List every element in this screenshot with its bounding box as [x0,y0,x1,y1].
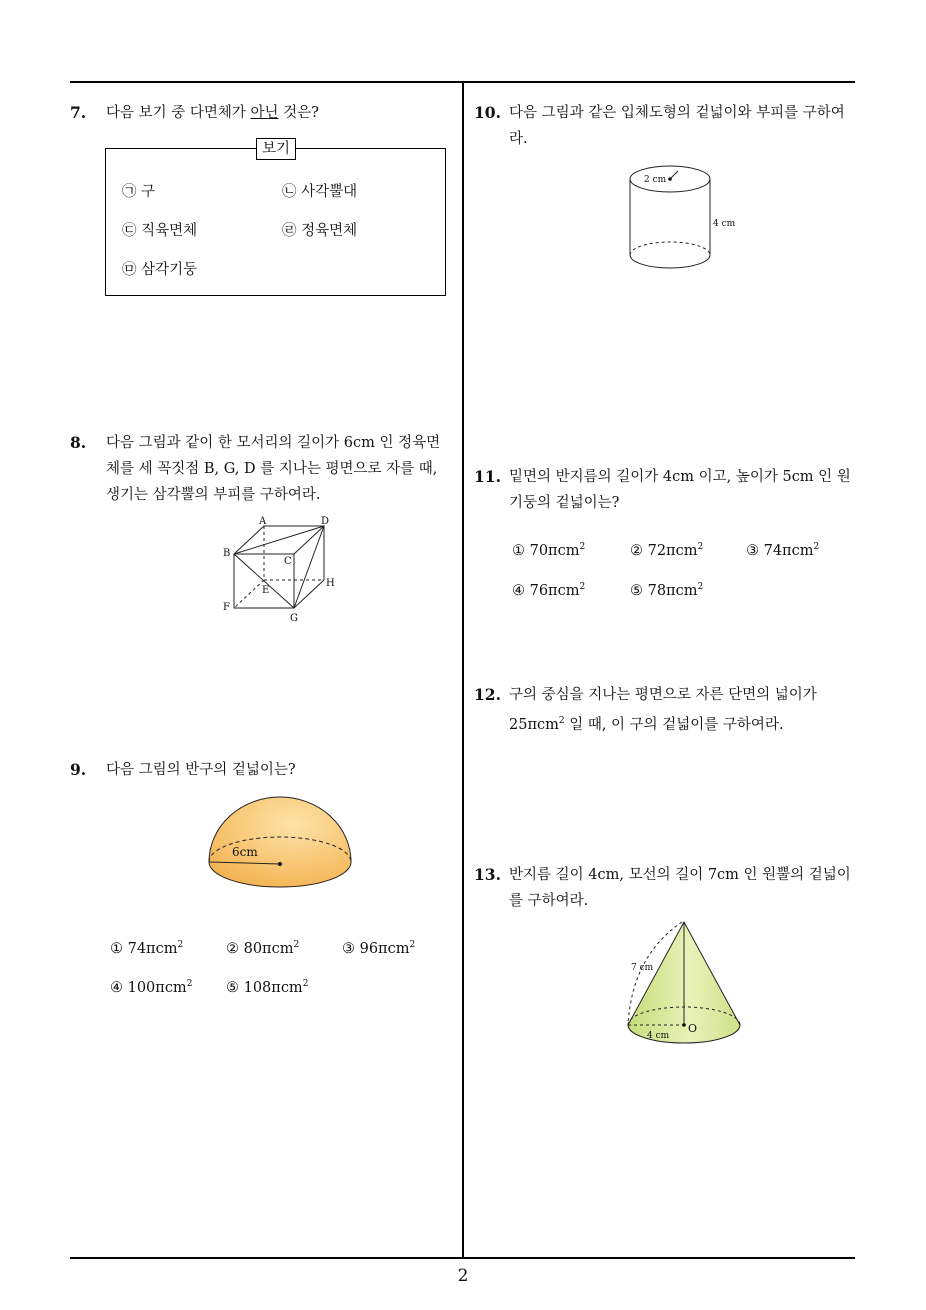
cylinder-bottom-back [630,242,710,255]
vertex-label-c: C [284,556,292,567]
q11-choice-2-value: 72πcm [647,542,698,559]
question-10-number: 10. [474,103,501,122]
q9-choice-3-value: 96πcm [359,940,410,957]
hemisphere-center [278,862,282,866]
q9-choice-4-exp: 2 [186,979,193,989]
question-7-text-a: 다음 보기 중 다면체가 [106,105,251,121]
question-8-line-1: 다음 그림과 같이 한 모서리의 길이가 6cm 인 정육면 [106,435,441,451]
q11-choice-2-exp: 2 [697,542,704,552]
question-10 [474,100,864,156]
cylinder-center [668,177,672,181]
question-12-area-exp: 2 [558,716,565,726]
q9-choice-2-exp: 2 [293,940,300,950]
vertex-label-f: F [223,602,230,613]
question-11-text [509,464,859,516]
q9-choice-5 [226,979,308,996]
question-11-number: 11. [474,467,501,486]
vertex-label-d: D [321,516,330,527]
cone-center-label: O [688,1022,698,1035]
question-13 [474,862,864,918]
q11-choice-4-mark: ④ [512,582,525,599]
question-12-line-1: 구의 중심을 지나는 평면으로 자른 단면의 넓이가 [509,687,817,703]
question-8-line-3: 생기는 삼각뿔의 부피를 구하여라. [106,487,321,503]
q9-choice-4 [110,979,192,996]
q11-choice-3-exp: 2 [813,542,820,552]
vertex-label-e: E [262,585,270,596]
vertex-label-g: G [290,613,298,624]
column-divider [462,81,464,1258]
q9-choice-2-value: 80πcm [243,940,294,957]
question-12-text [509,682,859,738]
question-12-line-2-rest: 일 때, 이 구의 겉넓이를 구하여라. [564,716,784,733]
hemisphere-radius-label: 6cm [232,845,258,859]
q11-choice-4-value: 76πcm [529,582,580,599]
q9-choice-5-mark: ⑤ [226,979,239,996]
q9-choice-1-exp: 2 [177,940,184,950]
q9-choice-5-exp: 2 [302,979,309,989]
question-8-text [106,430,456,508]
q9-choice-3 [342,940,415,957]
q9-choice-1-value: 74πcm [127,940,178,957]
question-12 [474,682,864,738]
question-10-line-2: 라. [509,131,528,147]
question-11-line-2: 기둥의 겉넓이는? [509,495,620,511]
q11-choice-4 [512,582,585,599]
question-7-text [106,100,319,126]
q9-choice-1-mark: ① [110,940,123,957]
vertex-label-b: B [223,548,231,559]
q9-choice-3-exp: 2 [409,940,416,950]
bogi-item-4: ㉣ 정육면체 [282,223,358,239]
cut-edge-bd [234,526,324,554]
bogi-item-3: ㉢ 직육면체 [122,223,198,239]
question-11 [474,464,864,520]
cone-figure [618,918,748,1046]
bogi-item-5: ㉤ 삼각기둥 [122,262,198,278]
q11-choice-4-exp: 2 [579,582,586,592]
question-11-line-1: 밑면의 반지름의 길이가 4cm 이고, 높이가 5cm 인 원 [509,469,851,485]
cone-radius-label: 4 cm [647,1031,670,1041]
q9-choice-1 [110,940,183,957]
question-8-number: 8. [70,433,87,452]
hemisphere-body [209,797,351,887]
question-13-line-2: 를 구하여라. [509,893,589,909]
q11-choice-2 [630,542,703,559]
q11-choice-1-exp: 2 [579,542,586,552]
question-7-text-underlined: 아닌 [250,105,279,121]
question-12-area-value: 25πcm [509,716,559,733]
question-8-line-2: 체를 세 꼭짓점 B, G, D 를 지나는 평면으로 자를 때, [106,461,438,477]
q11-choice-2-mark: ② [630,542,643,559]
question-13-number: 13. [474,865,501,884]
cube-figure [218,514,343,626]
q9-choice-2-mark: ② [226,940,239,957]
cylinder-height-label: 4 cm [713,219,736,229]
q11-choice-5 [630,582,703,599]
q9-choice-2 [226,940,299,957]
question-8 [70,430,455,510]
question-12-line-2 [509,708,859,738]
cone-slant-label: 7 cm [631,963,654,973]
q11-choice-5-mark: ⑤ [630,582,643,599]
question-9-text: 다음 그림의 반구의 겉넓이는? [106,762,296,778]
q11-choice-1-value: 70πcm [529,542,580,559]
cone-center [682,1023,686,1027]
question-13-line-1: 반지름 길이 4cm, 모선의 길이 7cm 인 원뿔의 겉넓이 [509,867,851,883]
cylinder-bottom-front [630,255,710,268]
page-number: 2 [457,1266,469,1286]
bogi-item-2: ㉡ 사각뿔대 [282,184,358,200]
q11-choice-1 [512,542,585,559]
q11-choice-1-mark: ① [512,542,525,559]
bogi-box-label: 보기 [256,138,296,160]
q9-choice-3-mark: ③ [342,940,355,957]
question-9-number: 9. [70,760,87,779]
question-12-number: 12. [474,685,501,704]
q11-choice-5-value: 78πcm [647,582,698,599]
cylinder-figure [624,162,744,278]
question-7-number: 7. [70,103,87,122]
q11-choice-5-exp: 2 [697,582,704,592]
q9-choice-4-mark: ④ [110,979,123,996]
question-7-text-b: 것은? [278,105,319,121]
cut-edge-dg [294,526,324,608]
cylinder-radius-label: 2 cm [644,175,667,185]
q9-choice-5-value: 108πcm [243,979,303,996]
question-13-text [509,862,859,914]
question-10-text [509,100,859,152]
q9-choice-4-value: 100πcm [127,979,187,996]
hemisphere-figure [204,794,356,894]
q11-choice-3-mark: ③ [746,542,759,559]
question-10-line-1: 다음 그림과 같은 입체도형의 겉넓이와 부피를 구하여 [509,105,845,121]
q11-choice-3-value: 74πcm [763,542,814,559]
vertex-label-a: A [259,516,267,527]
q11-choice-3 [746,542,819,559]
bogi-item-1: ㉠ 구 [122,184,156,200]
vertex-label-h: H [326,578,335,589]
